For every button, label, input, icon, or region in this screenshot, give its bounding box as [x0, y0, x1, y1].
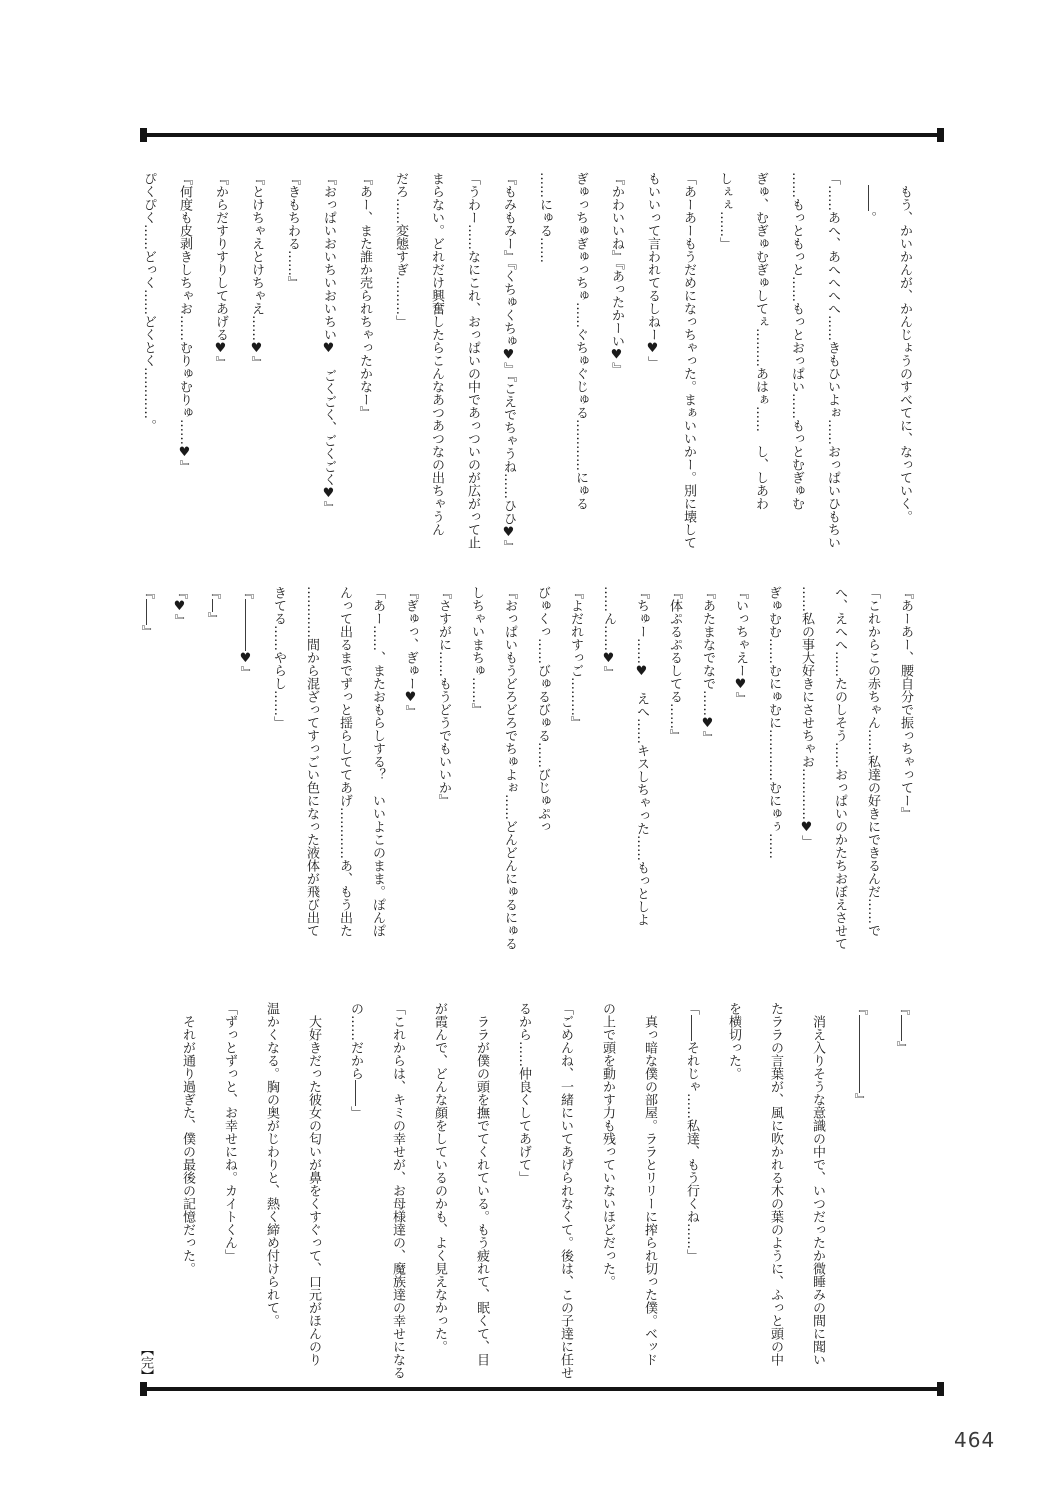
text-column: 「これからこの赤ちゃん……私達の好きにできるんだ……で: [865, 586, 880, 937]
text-column: 「うわー……なにこれ、おっぱいの中であっついのが広がって止: [465, 172, 480, 549]
text-column: るから……仲良くしてあげて」: [516, 1002, 531, 1184]
text-column: 『あたまなでなで……♥』: [700, 586, 715, 744]
text-column: 温かくなる。胸の奥がじわりと、熱く締め付けられて。: [264, 1002, 279, 1327]
text-column: 『――――――』: [852, 1002, 867, 1106]
text-column: たララの言葉が、風に吹かれる木の葉のように、ふっと頭の中: [768, 1002, 783, 1366]
bottom-rule: [143, 1387, 941, 1391]
text-column: 「ずっとずっと、お幸せにね。カイトくん」: [222, 1002, 237, 1262]
text-column: びゅくっ……びゅるびゅる……びじゅぷっ: [535, 586, 550, 833]
text-column: 「あー……、またおもらしする？ いいよこのまま。ぽんぽ: [370, 586, 385, 937]
page-number: 464: [954, 1428, 996, 1452]
text-column: まらない。どれだけ興奮したらこんなあつあつなの出ちゃうん: [429, 172, 444, 536]
top-rule: [143, 133, 941, 137]
text-column: もいいって言われてるしねー♥」: [645, 172, 660, 369]
text-column: ……私の事大好きにさせちゃお…………♥」: [799, 586, 814, 848]
text-column: 真っ暗な僕の部屋。ララとリリーに搾られ切った僕。ベッド: [642, 1002, 657, 1366]
text-column: 『よだれすっご………』: [568, 586, 583, 729]
text-column: 『おっぱいおいちいおいちい♥ ごくごく、ごくごく♥』: [321, 172, 336, 514]
text-column: 『ぎゅっ、ぎゅー♥』: [403, 586, 418, 718]
text-column: 『――』: [139, 586, 154, 638]
text-column: 『からだすりすりしてあげる♥』: [213, 172, 228, 369]
text-column: ……もっともっと……もっとおっぱい……もっとむぎゅむ: [789, 172, 804, 510]
text-column: 『おっぱいもうどろどろでちゅよぉ……どんどんにゅるにゅる: [502, 586, 517, 950]
text-column: 『いっちゃえー♥』: [733, 586, 748, 705]
text-column: ……にゅる……: [537, 172, 552, 263]
text-column: 『あーあー、腰自分で振っちゃってー』: [898, 586, 913, 820]
text-column: 『―』: [205, 586, 220, 625]
text-column: ぎゅむむ……むにゅむに…………むにゅぅ……: [766, 586, 781, 859]
text-column: 『かわいいね』『あったかーい♥』: [609, 172, 624, 376]
text-column: へ、えへへ……たのしそう……おっぱいのかたちおぼえさせて: [832, 586, 847, 950]
end-mark: 【完】: [138, 1343, 153, 1382]
text-column: 『体ぷるぷるしてる……』: [667, 586, 682, 742]
text-column: 『――――♥』: [238, 586, 253, 679]
text-column: …………間から混ざってすっごい色になった液体が飛び出て: [304, 586, 319, 937]
text-column: 『あー、また誰か売られちゃったかなー』: [357, 172, 372, 419]
text-column: 「これからは、キミの幸せが、お母様達の、魔族達の幸せになる: [390, 1002, 405, 1379]
text-column: 『とけちゃえとけちゃえ……♥』: [249, 172, 264, 369]
text-column: ララが僕の頭を撫でてくれている。もう疲れて、眠くて、目: [474, 1002, 489, 1366]
text-column: だろ……変態すぎ………」: [393, 172, 408, 328]
text-column: んって出るまでずっと揺らしててあげ…………あ、もう出た: [337, 586, 352, 937]
text-column: 「……あへ、あへへへへ……きもひいよぉ……おっぱいひもちい: [825, 172, 840, 549]
tier-bottom: [124, 1002, 922, 1382]
text-column: 「――それじゃ……私達、もう行くね……」: [684, 1002, 699, 1262]
text-column: 『さすがに……もうどうでもいいか』: [436, 586, 451, 807]
text-column: を横切った。: [726, 1002, 741, 1080]
text-column: 「あーあーもうだめになっちゃった。まぁいいかー。別に壊して: [681, 172, 696, 549]
text-column: 「ごめんね、一緒にいてあげられなくて。後は、この子達に任せ: [558, 1002, 573, 1379]
tier-top: [130, 172, 922, 558]
text-column: 『♥』: [172, 586, 187, 627]
text-column: しちゃいまちゅ……』: [469, 586, 484, 716]
text-column: しぇぇ……」: [717, 172, 732, 250]
text-column: の……だから――」: [348, 1002, 363, 1119]
text-column: 大好きだった彼女の匂いが鼻をくすぐって、口元がほんのり: [306, 1002, 321, 1366]
text-column: ……ん……♥』: [601, 586, 616, 679]
text-column: ぎゅっちゅぎゅっちゅ……ぐちゅぐじゅる…………にゅる: [573, 172, 588, 510]
text-column: の上で頭を動かす力も残っていないほどだった。: [600, 1002, 615, 1288]
text-column: ぴくぴく……どっく……どくとく…………。: [141, 172, 156, 432]
text-column: 『ちゅー……♥ えへ……キスしちゃった……もっとしよ: [634, 586, 649, 926]
text-column: ――。: [861, 172, 876, 224]
text-column: 消え入りそうな意識の中で、いつだったか微睡みの間に聞い: [810, 1002, 825, 1366]
text-column: きてる……やらし……」: [271, 586, 286, 729]
text-column: もう、かいかんが、かんじょうのすべてに、なっていく。: [897, 172, 912, 523]
text-column: 『もみもみー』『くちゅくちゅ♥』『こえでちゃうね……ひひ♥』: [501, 172, 516, 553]
text-column: が霞んで、どんな顔をしているのかも、よく見えなかった。: [432, 1002, 447, 1353]
text-column: 『――』: [894, 1002, 909, 1054]
text-column: ぎゅ、むぎゅむぎゅしてぇ………あはぁ…… し、しあわ: [753, 172, 768, 510]
text-column: 『きもちわる……』: [285, 172, 300, 289]
tier-middle: [130, 586, 922, 966]
text-column: それが通り過ぎた、僕の最後の記憶だった。: [180, 1002, 195, 1275]
text-column: 『何度も皮剥きしちゃお……むりゅむりゅ……♥』: [177, 172, 192, 473]
